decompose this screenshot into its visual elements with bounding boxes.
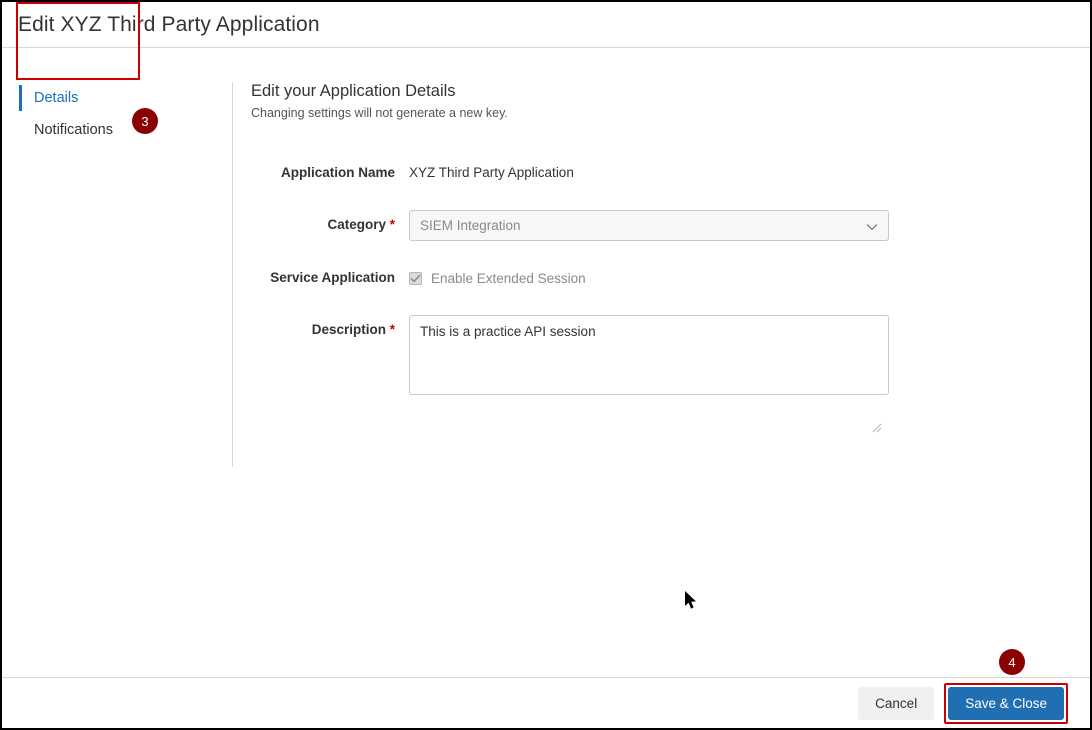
description-required-marker: * (389, 322, 395, 337)
sidebar-item-notifications[interactable] (16, 114, 140, 146)
field-category (251, 210, 1070, 241)
dialog-footer (2, 677, 1090, 728)
section-subheading: Changing settings will not generate a new key. (251, 106, 508, 120)
description-label-text: Description (311, 322, 386, 337)
application-name-label: Application Name (280, 165, 395, 180)
details-panel (232, 82, 1070, 467)
sidebar-item-details[interactable] (16, 82, 140, 114)
application-name-value: XYZ Third Party Application (409, 165, 574, 180)
mouse-cursor-icon (684, 590, 698, 615)
checkbox-checked-icon[interactable] (409, 272, 422, 285)
category-label-text: Category (327, 217, 386, 232)
sidebar-item-label: Notifications (34, 122, 113, 138)
sidebar-item-label: Details (34, 90, 79, 106)
category-required-marker: * (389, 217, 395, 232)
sidebar (16, 82, 140, 146)
category-select[interactable] (409, 210, 889, 241)
callout-badge-4: 4 (999, 649, 1025, 675)
category-label (251, 210, 409, 240)
save-and-close-button[interactable]: Save & Close (948, 687, 1064, 720)
enable-extended-session-label: Enable Extended Session (431, 270, 586, 286)
section-heading: Edit your Application Details (251, 82, 456, 100)
field-description (251, 315, 1070, 395)
dialog-titlebar (2, 2, 1090, 48)
save-button-highlight-box (944, 683, 1068, 724)
service-application-label: Service Application (270, 270, 395, 285)
field-service-application (251, 263, 1070, 293)
description-input[interactable]: This is a practice API session (409, 315, 889, 395)
category-selected-value: SIEM Integration (420, 218, 521, 233)
cancel-button[interactable]: Cancel (858, 687, 934, 720)
description-label (251, 315, 409, 345)
chevron-down-icon (866, 211, 878, 242)
page-title: Edit XYZ Third Party Application (18, 12, 320, 36)
enable-extended-session-row[interactable] (409, 263, 1070, 293)
field-application-name (251, 158, 1070, 188)
callout-badge-3: 3 (132, 108, 158, 134)
